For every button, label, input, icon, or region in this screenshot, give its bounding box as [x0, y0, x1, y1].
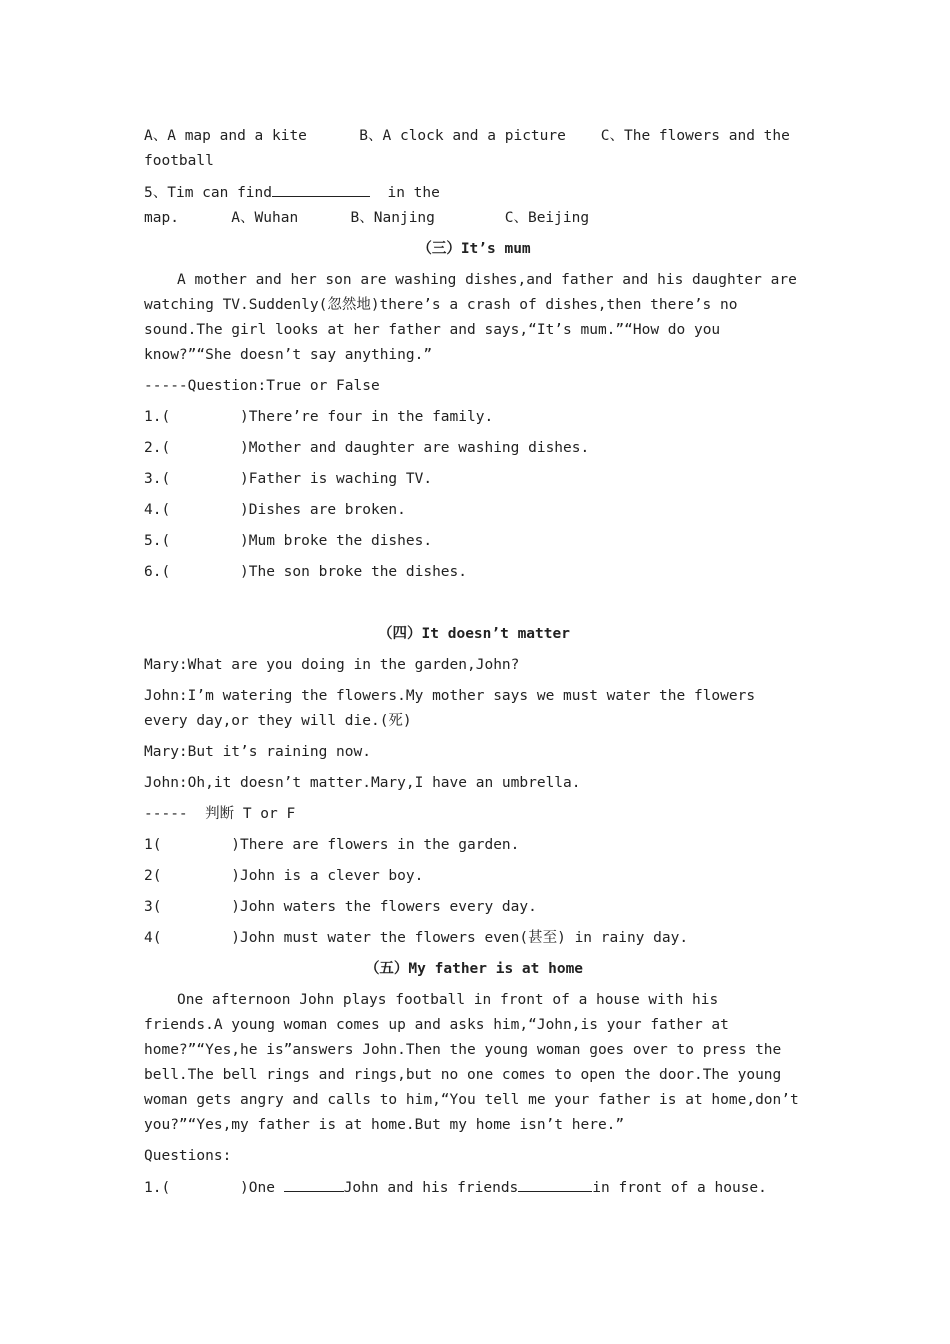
section5-paragraph: One afternoon John plays football in front of a house with his friends.A young woman comes up and asks him,“John,is your father at home?”“Yes,he is”answers John.Then the young woman goes over to press the bell.The bell rings and rings,but no one comes to open the door.The young woman gets angry and calls to him,“You tell me your father is at home,don’t you?”“Yes,my father is at home.But my home isn’t here.” [144, 992, 799, 1133]
q5-answer-blank[interactable] [272, 180, 370, 197]
section5-question-label: Questions: [144, 1148, 232, 1164]
dialogue-line: Mary:What are you doing in the garden,John? [144, 657, 520, 673]
section3-item: 2.( )Mother and daughter are washing dishes. [144, 440, 590, 456]
section3-title: （三）It’s mum [417, 241, 531, 257]
section5-q1-part-c: in front of a house. [592, 1180, 767, 1196]
spacer [144, 591, 804, 622]
section3-item: 6.( )The son broke the dishes. [144, 564, 468, 580]
worksheet-page [144, 124, 804, 1207]
section4-item: 2( )John is a clever boy. [144, 868, 424, 884]
q5-question [144, 180, 804, 206]
section3-item: 4.( )Dishes are broken. [144, 502, 406, 518]
dialogue-line: John:I’m watering the flowers.My mother says we must water the flowers every day,or they will die.(死) [144, 688, 756, 729]
section3-paragraph: A mother and her son are washing dishes,and father and his daughter are watching TV.Suddenly(忽然地)there’s a crash of dishes,then there’s no sound.The girl looks at her father and says,“It’s mum.”“How do you know?”“She doesn’t say anything.” [144, 272, 797, 363]
section5-q1-blank-1[interactable] [284, 1175, 344, 1192]
section4-item: 1( )There are flowers in the garden. [144, 837, 520, 853]
q5-prefix: 5、Tim can find [144, 185, 272, 201]
section5-q1 [144, 1175, 804, 1201]
section3-item: 5.( )Mum broke the dishes. [144, 533, 433, 549]
q5-options: map. A、Wuhan B、Nanjing C、Beijing [144, 210, 590, 226]
section3-item: 3.( )Father is waching TV. [144, 471, 433, 487]
section3-item: 1.( )There’re four in the family. [144, 409, 494, 425]
section4-item: 4( )John must water the flowers even(甚至) in rainy day. [144, 930, 689, 946]
section4-item: 3( )John waters the flowers every day. [144, 899, 537, 915]
section5-q1-blank-2[interactable] [518, 1175, 592, 1192]
section5-q1-part-b: John and his friends [343, 1180, 519, 1196]
dialogue-line: John:Oh,it doesn’t matter.Mary,I have an umbrella. [144, 775, 581, 791]
section4-title: （四）It doesn’t matter [378, 626, 570, 642]
section5-title: （五）My father is at home [364, 961, 584, 977]
section3-question-label: -----Question:True or False [144, 378, 380, 394]
q4-options-cont: football [144, 153, 214, 169]
section4-question-label: ----- 判断 T or F [144, 806, 296, 822]
section5-q1-part-a: 1.( )One [144, 1180, 284, 1196]
q5-suffix: in the [370, 185, 440, 201]
dialogue-line: Mary:But it’s raining now. [144, 744, 371, 760]
q4-options: A、A map and a kite B、A clock and a picture C、The flowers and the [144, 128, 790, 144]
